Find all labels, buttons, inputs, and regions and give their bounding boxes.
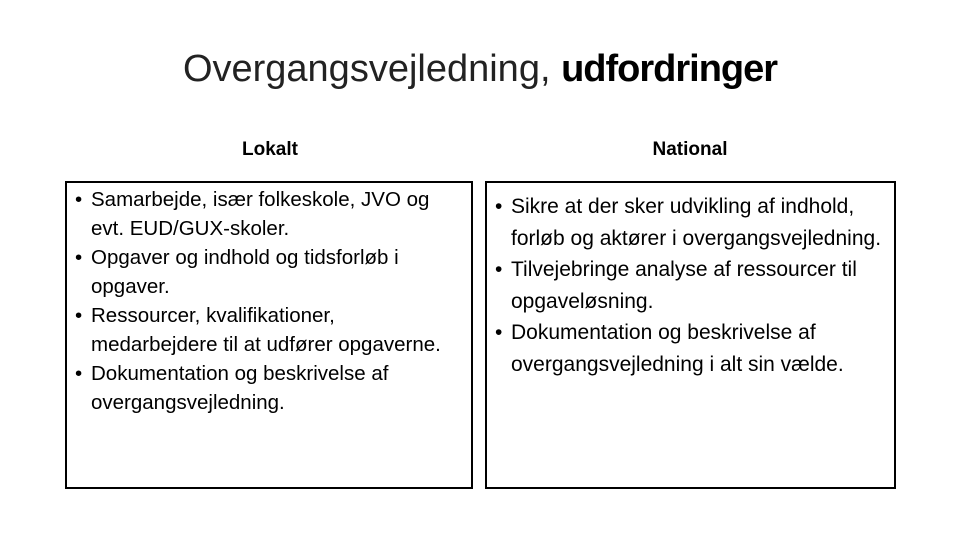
column-heading-lokalt: Lokalt	[242, 139, 298, 160]
panel-lokalt	[65, 181, 473, 489]
bullet-item: • Ressourcer, kvalifikationer, medarbejdere til at udfører opgaverne.	[71, 301, 467, 359]
column-heading-national: National	[652, 139, 728, 160]
bullet-item: • Sikre at der sker udvikling af indhold, forløb og aktører i overgangsvejledning.	[491, 191, 890, 254]
title-part-bold: udfordringer	[561, 48, 778, 90]
bullet-item: • Opgaver og indhold og tidsforløb i opgaver.	[71, 243, 467, 301]
bullet-item: • Tilvejebringe analyse af ressourcer til opgaveløsning.	[491, 254, 890, 317]
bullet-list-lokalt	[71, 185, 467, 417]
bullet-item: • Dokumentation og beskrivelse af overgangsvejledning.	[71, 359, 467, 417]
bullet-item: • Dokumentation og beskrivelse af overgangsvejledning i alt sin vælde.	[491, 317, 890, 380]
panel-national	[485, 181, 896, 489]
slide-title	[0, 44, 960, 94]
title-part-regular: Overgangsvejledning,	[182, 48, 562, 90]
bullet-list-national	[491, 191, 890, 380]
bullet-item: • Samarbejde, især folkeskole, JVO og evt. EUD/GUX-skoler.	[71, 185, 467, 243]
